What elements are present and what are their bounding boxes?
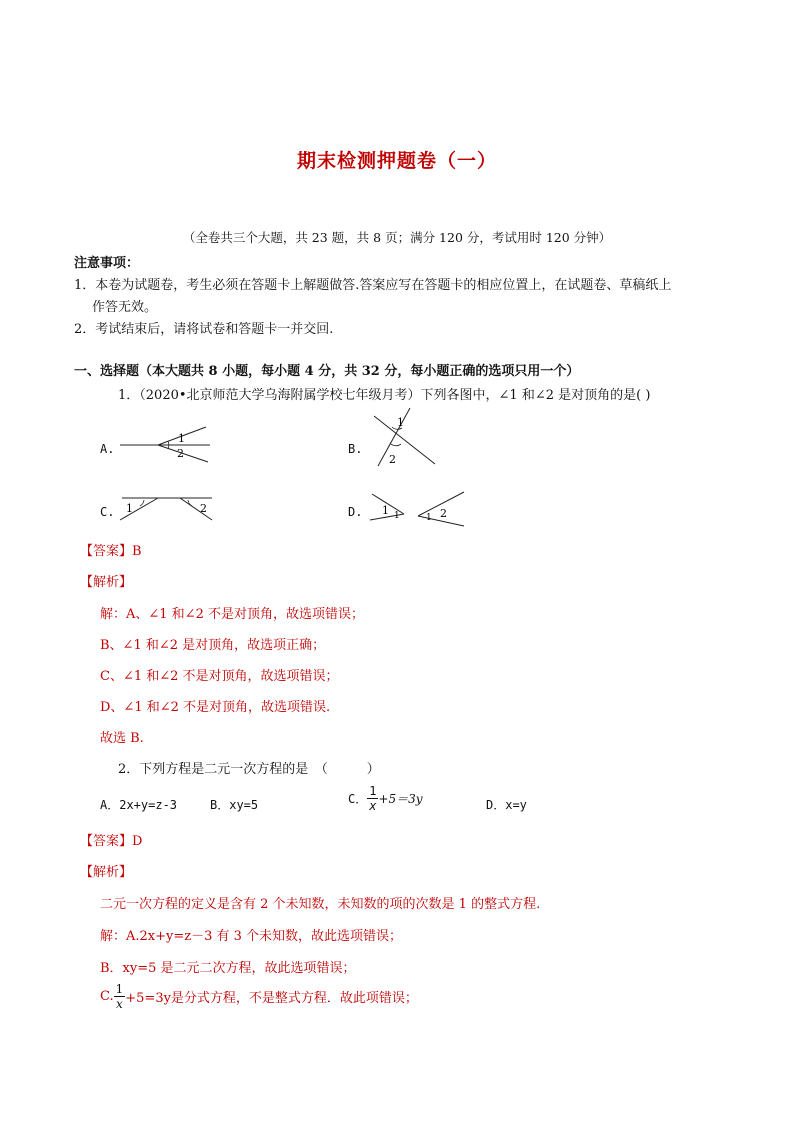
figure-d-angle-1c: 1 xyxy=(426,513,432,523)
q1-solution-line-1: 解：A、∠1 和∠2 不是对顶角，故选项错误； xyxy=(100,607,364,622)
notes-heading: 注意事项： xyxy=(74,256,140,271)
figure-c-angle-2: 2 xyxy=(200,502,207,515)
q1-solution-line-4: D、∠1 和∠2 不是对顶角，故选项错误. xyxy=(100,700,331,715)
q1-figure-c xyxy=(118,490,218,526)
q2-solution-line-4 xyxy=(100,982,418,1011)
figure-b-angle-1: 1 xyxy=(397,416,404,429)
q2-option-c xyxy=(348,784,423,813)
q1-solution-line-3: C、∠1 和∠2 不是对顶角，故选项错误； xyxy=(100,669,339,684)
q1-analysis-heading: 【解析】 xyxy=(80,575,133,590)
q2-solution-4-denominator: x xyxy=(116,997,123,1011)
page-title: 期末检测押题卷（一） xyxy=(296,150,497,172)
q2-option-a: A．2x+y=z-3 xyxy=(100,798,178,812)
q2-solution-line-3: B．xy=5 是二元二次方程，故此选项错误； xyxy=(100,961,356,976)
q2-option-c-rest: +5＝3y xyxy=(378,792,423,806)
q2-solution-line-2: 解：A.2x+y=z－3 有 3 个未知数，故此选项错误； xyxy=(100,929,403,944)
q2-solution-4-label: C. xyxy=(100,989,114,1004)
q1-figure-d xyxy=(368,488,468,530)
section-heading: 一、选择题（本大题共 8 小题，每小题 4 分，共 32 分，每小题正确的选项只用一个） xyxy=(74,364,580,379)
figure-a-angle-1: 1 xyxy=(178,432,185,445)
q1-option-b-label: B. xyxy=(348,442,363,456)
figure-d-angle-1a: 1 xyxy=(382,504,389,517)
figure-a-angle-2: 2 xyxy=(177,447,184,460)
exam-info: （全卷共三个大题，共 23 题，共 8 页；满分 120 分，考试用时 120 分钟） xyxy=(182,230,612,245)
q2-analysis-heading: 【解析】 xyxy=(80,865,133,880)
q2-stem: 2．下列方程是二元一次方程的是 （ ） xyxy=(118,762,380,777)
note-1: 1．本卷为试题卷，考生必须在答题卡上解题做答.答案应写在答题卡的相应位置上，在试题卷、草稿纸上 xyxy=(74,278,672,293)
note-2: 2．考试结束后，请将试卷和答题卡一并交回. xyxy=(74,322,334,337)
q2-solution-4-numerator: 1 xyxy=(115,982,124,996)
q1-solution-line-2: B、∠1 和∠2 是对顶角，故选项正确； xyxy=(100,638,326,653)
q1-option-a-label: A. xyxy=(100,442,115,456)
q1-option-c-label: C. xyxy=(100,505,115,519)
figure-b-angle-2: 2 xyxy=(389,453,396,466)
q1-option-d-label: D. xyxy=(348,505,363,519)
q1-stem: 1．（2020•北京师范大学乌海附属学校七年级月考）下列各图中，∠1 和∠2 是对顶角的是( ) xyxy=(118,388,651,403)
q1-figure-b xyxy=(360,406,440,468)
q2-option-d: D．x=y xyxy=(486,798,527,812)
q2-solution-4-rest: +5=3y是分式方程，不是整式方程．故此项错误； xyxy=(125,991,418,1006)
figure-d-angle-2: 2 xyxy=(440,507,447,520)
figure-d-angle-1b: 1 xyxy=(394,511,400,521)
q2-option-c-fraction xyxy=(367,784,378,813)
q1-solution-line-5: 故选 B. xyxy=(100,731,144,746)
q2-option-c-label: C． xyxy=(348,792,368,806)
q2-option-c-denominator: x xyxy=(369,799,377,813)
q2-solution-line-1: 二元一次方程的定义是含有 2 个未知数，未知数的项的次数是 1 的整式方程. xyxy=(100,897,541,912)
q1-figure-a xyxy=(118,420,213,465)
q2-solution-4-fraction xyxy=(114,982,126,1011)
q2-option-c-numerator: 1 xyxy=(369,784,377,798)
q1-answer: 【答案】B xyxy=(80,544,142,559)
q2-option-b: B．xy=5 xyxy=(210,798,259,812)
figure-c-angle-1: 1 xyxy=(126,502,133,515)
q2-answer: 【答案】D xyxy=(80,834,143,849)
note-1-cont: 作答无效。 xyxy=(92,300,158,315)
